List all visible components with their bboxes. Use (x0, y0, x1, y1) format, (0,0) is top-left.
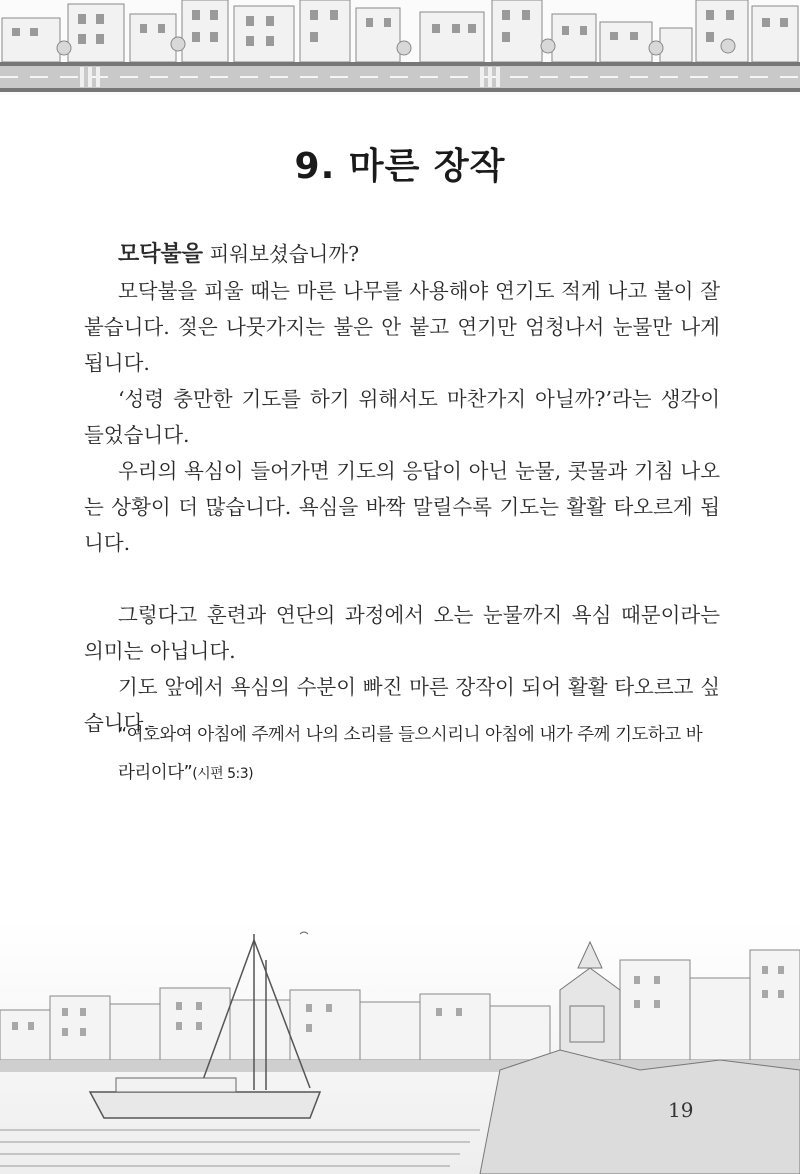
paragraph: 모닥불을 피울 때는 마른 나무를 사용해야 연기도 적게 나고 불이 잘 붙습니다. 젖은 나뭇가지는 불은 안 붙고 연기만 엄청나서 눈물만 나게 됩니다. (84, 279, 720, 375)
paragraph-gap (84, 561, 720, 597)
bible-verse (118, 716, 718, 793)
paragraph: ‘성령 충만한 기도를 하기 위해서도 마찬가지 아닐까?’라는 생각이 들었습니다. (84, 387, 720, 447)
paragraph-text: 피워보셨습니까? (203, 242, 360, 266)
paragraph: 우리의 욕심이 들어가면 기도의 응답이 아닌 눈물, 콧물과 기침 나오는 상황이 더 많습니다. 욕심을 바짝 말릴수록 기도는 활활 타오르게 됩니다. (84, 459, 720, 555)
town-street-illustration (0, 0, 800, 95)
body-text (84, 236, 720, 741)
paragraph: 기도 앞에서 욕심의 수분이 빠진 마른 장작이 되어 활활 타오르고 싶습니다. (84, 675, 720, 735)
harbor-town-illustration (0, 920, 800, 1174)
paragraph: 그렇다고 훈련과 연단의 과정에서 오는 눈물까지 욕심 때문이라는 의미는 아닙니다. (84, 603, 720, 663)
verse-text: “여호와여 아침에 주께서 나의 소리를 들으시리니 아침에 내가 주께 기도하고 바라리이다” (118, 725, 703, 783)
page-number: 19 (668, 1098, 694, 1122)
verse-reference: (시편 5:3) (192, 766, 254, 782)
paragraph (84, 236, 720, 273)
lead-word: 모닥불을 (118, 242, 204, 267)
chapter-title: 9. 마른 장작 (294, 146, 506, 187)
